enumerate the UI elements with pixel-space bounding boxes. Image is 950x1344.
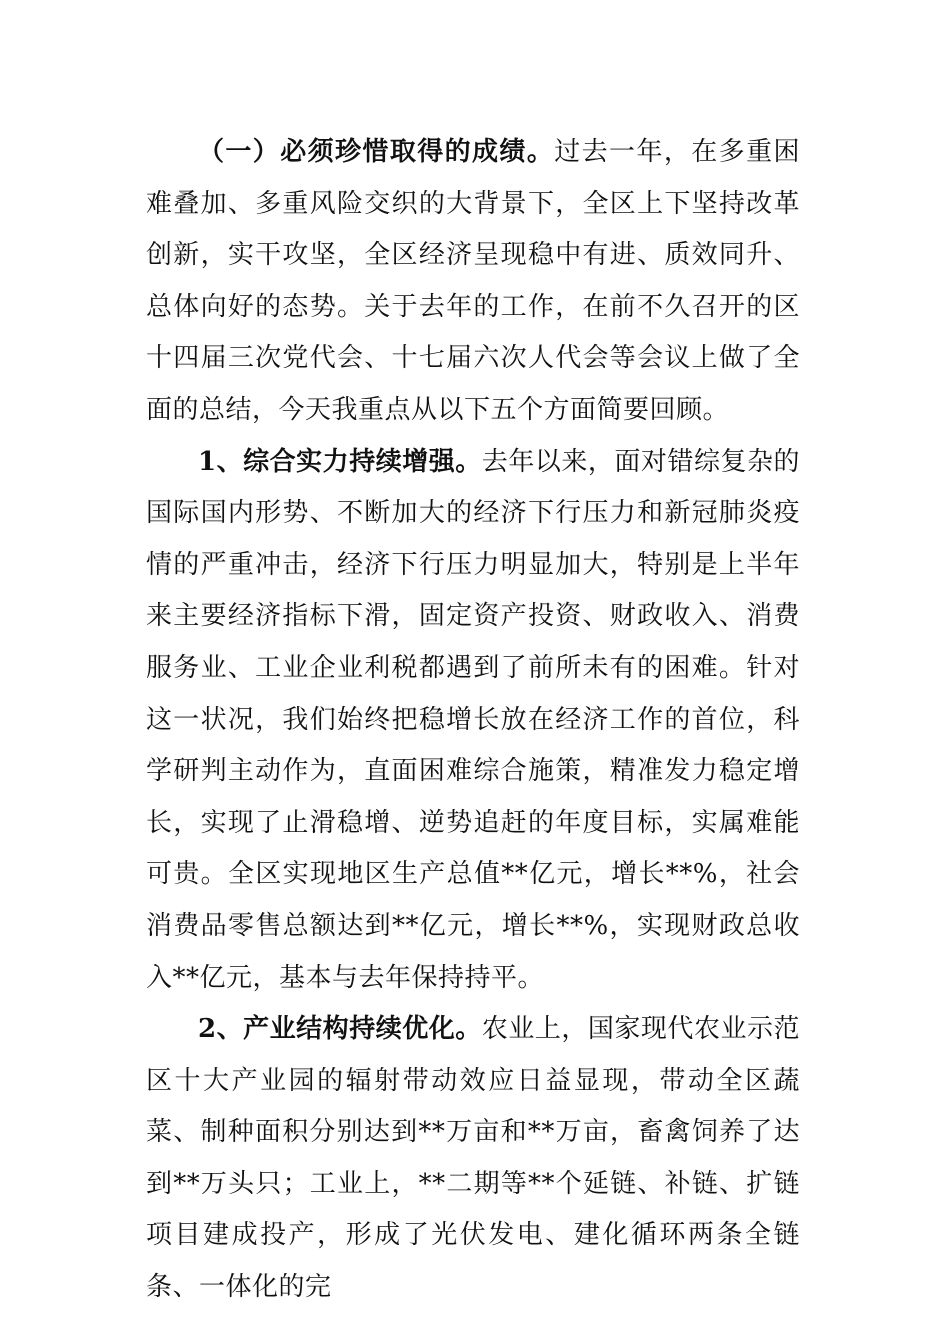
paragraph-text: 农业上，国家现代农业示范区十大产业园的辐射带动效应日益显现，带动全区蔬菜、制种面积分别达到**万亩和**万亩，畜禽饲养了达到**万头只；工业上，**二期等**个延链、补链、扩链项目建成投产，形成了光伏发电、建化循环两条全链条、一体化的完 bbox=[146, 1014, 800, 1303]
paragraph-heading: 2、产业结构持续优化。 bbox=[198, 1014, 482, 1045]
paragraph-achievements bbox=[146, 127, 800, 437]
paragraph-text: 过去一年，在多重困难叠加、多重风险交织的大背景下，全区上下坚持改革创新，实干攻坚，全区经济呈现稳中有进、质效同升、总体向好的态势。关于去年的工作，在前不久召开的区十四届三次党代会、十七届六次人代会等会议上做了全面的总结，今天我重点从以下五个方面简要回顾。 bbox=[146, 137, 800, 425]
paragraph-heading: 1、综合实力持续增强。 bbox=[198, 446, 482, 477]
paragraph-overall-strength bbox=[146, 437, 800, 1005]
paragraph-text: 去年以来，面对错综复杂的国际国内形势、不断加大的经济下行压力和新冠肺炎疫情的严重冲击，经济下行压力明显加大，特别是上半年来主要经济指标下滑，固定资产投资、财政收入、消费服务业、工业企业利税都遇到了前所未有的困难。针对这一状况，我们始终把稳增长放在经济工作的首位，科学研判主动作为，直面困难综合施策，精准发力稳定增长，实现了止滑稳增、逆势追赶的年度目标，实属难能可贵。全区实现地区生产总值**亿元，增长**%，社会消费品零售总额达到**亿元，增长**%，实现财政总收入**亿元，基本与去年保持持平。 bbox=[146, 446, 800, 993]
paragraph-industry-structure bbox=[146, 1004, 800, 1314]
document-body bbox=[146, 127, 800, 1314]
paragraph-heading: （一）必须珍惜取得的成绩。 bbox=[198, 137, 555, 167]
